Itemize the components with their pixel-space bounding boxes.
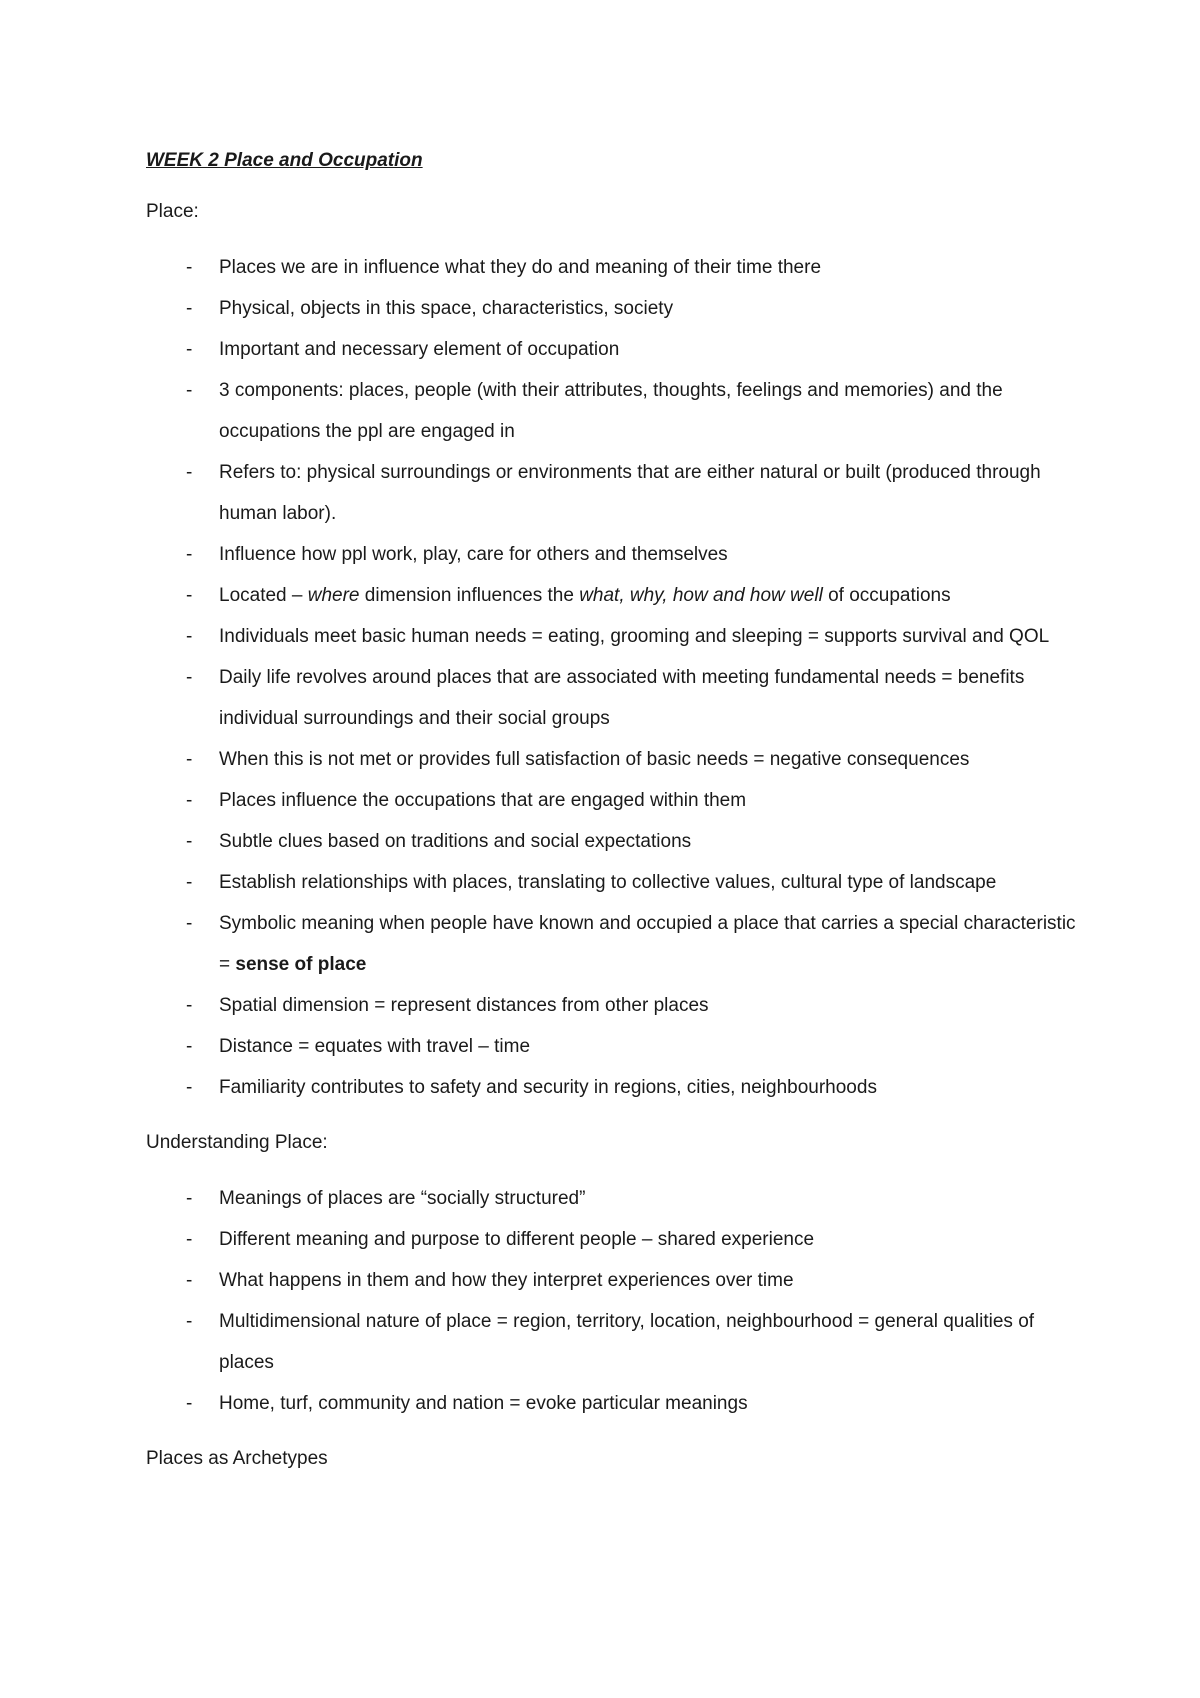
bullet-dash: -	[186, 1393, 193, 1414]
document-sections	[146, 191, 1086, 1479]
list-item	[146, 1178, 1086, 1219]
bullet-dash: -	[186, 626, 193, 647]
list-item-text: Subtle clues based on traditions and social expectations	[219, 831, 692, 852]
list-item	[146, 1383, 1086, 1424]
list-item-text: Different meaning and purpose to different people – shared experience	[219, 1229, 815, 1250]
list-item-text: 3 components: places, people (with their attributes, thoughts, feelings and memories) and the occupations the ppl are engaged in	[219, 380, 1003, 442]
section-heading: Place:	[146, 201, 199, 222]
bullet-dash: -	[186, 1229, 193, 1250]
list-item-text: Establish relationships with places, translating to collective values, cultural type of landscape	[219, 872, 997, 893]
list-item	[146, 657, 1086, 739]
list-item-text: Important and necessary element of occupation	[219, 339, 620, 360]
list-item	[146, 616, 1086, 657]
bullet-dash: -	[186, 1036, 193, 1057]
list-item	[146, 1067, 1086, 1108]
bullet-dash: -	[186, 872, 193, 893]
bullet-dash: -	[186, 462, 193, 483]
document-body	[146, 140, 1086, 1494]
bullet-list	[146, 1178, 1086, 1424]
list-item-text: of occupations	[822, 585, 951, 606]
bullet-dash: -	[186, 339, 193, 360]
bullet-dash: -	[186, 749, 193, 770]
list-item	[146, 780, 1086, 821]
list-item-text: Daily life revolves around places that are associated with meeting fundamental needs = benefits individual surroundings and their social groups	[219, 667, 1025, 729]
list-item	[146, 1301, 1086, 1383]
list-item-text: Familiarity contributes to safety and security in regions, cities, neighbourhoods	[219, 1077, 877, 1098]
section-heading: Places as Archetypes	[146, 1448, 328, 1469]
list-item	[146, 370, 1086, 452]
bullet-dash: -	[186, 298, 193, 319]
bullet-dash: -	[186, 1311, 193, 1332]
list-item-text: Distance = equates with travel – time	[219, 1036, 531, 1057]
bullet-dash: -	[186, 667, 193, 688]
bullet-dash: -	[186, 831, 193, 852]
list-item-text: What happens in them and how they interpret experiences over time	[219, 1270, 794, 1291]
list-item	[146, 985, 1086, 1026]
list-item-text: where	[307, 585, 360, 606]
list-item	[146, 1260, 1086, 1301]
list-item-text: Refers to: physical surroundings or environments that are either natural or built (produced through human labor).	[219, 462, 1041, 524]
list-item	[146, 288, 1086, 329]
bullet-dash: -	[186, 380, 193, 401]
list-item-text: sense of place	[235, 954, 367, 975]
bullet-dash: -	[186, 257, 193, 278]
bullet-dash: -	[186, 1188, 193, 1209]
list-item	[146, 739, 1086, 780]
list-item-text: Located –	[219, 585, 308, 606]
list-item-text: Multidimensional nature of place = region, territory, location, neighbourhood = general qualities of places	[219, 1311, 1035, 1373]
list-item-text: Home, turf, community and nation = evoke particular meanings	[219, 1393, 748, 1414]
list-item	[146, 247, 1086, 288]
list-item-text: When this is not met or provides full satisfaction of basic needs = negative consequences	[219, 749, 970, 770]
list-item	[146, 1219, 1086, 1260]
list-item-text: Spatial dimension = represent distances from other places	[219, 995, 709, 1016]
list-item	[146, 903, 1086, 985]
bullet-dash: -	[186, 1270, 193, 1291]
bullet-dash: -	[186, 790, 193, 811]
bullet-dash: -	[186, 913, 193, 934]
document-title: WEEK 2 Place and Occupation	[146, 150, 423, 171]
list-item	[146, 452, 1086, 534]
list-item	[146, 575, 1086, 616]
section-heading: Understanding Place:	[146, 1132, 328, 1153]
list-item-text: Individuals meet basic human needs = eating, grooming and sleeping = supports survival and QOL	[219, 626, 1050, 647]
bullet-dash: -	[186, 544, 193, 565]
bullet-dash: -	[186, 585, 193, 606]
bullet-dash: -	[186, 1077, 193, 1098]
list-item-text: Influence how ppl work, play, care for others and themselves	[219, 544, 728, 565]
list-item	[146, 1026, 1086, 1067]
list-item-text: Symbolic meaning when people have known and occupied a place that carries a special characteristic =	[219, 913, 1076, 975]
list-item-text: Places we are in influence what they do and meaning of their time there	[219, 257, 822, 278]
list-item	[146, 329, 1086, 370]
list-item	[146, 862, 1086, 903]
list-item-text: Physical, objects in this space, characteristics, society	[219, 298, 674, 319]
list-item	[146, 534, 1086, 575]
list-item-text: what, why, how and how well	[579, 585, 823, 606]
list-item-text: Places influence the occupations that are engaged within them	[219, 790, 747, 811]
list-item-text: Meanings of places are “socially structured”	[219, 1188, 586, 1209]
bullet-dash: -	[186, 995, 193, 1016]
list-item	[146, 821, 1086, 862]
list-item-text: dimension influences the	[359, 585, 580, 606]
bullet-list	[146, 247, 1086, 1108]
